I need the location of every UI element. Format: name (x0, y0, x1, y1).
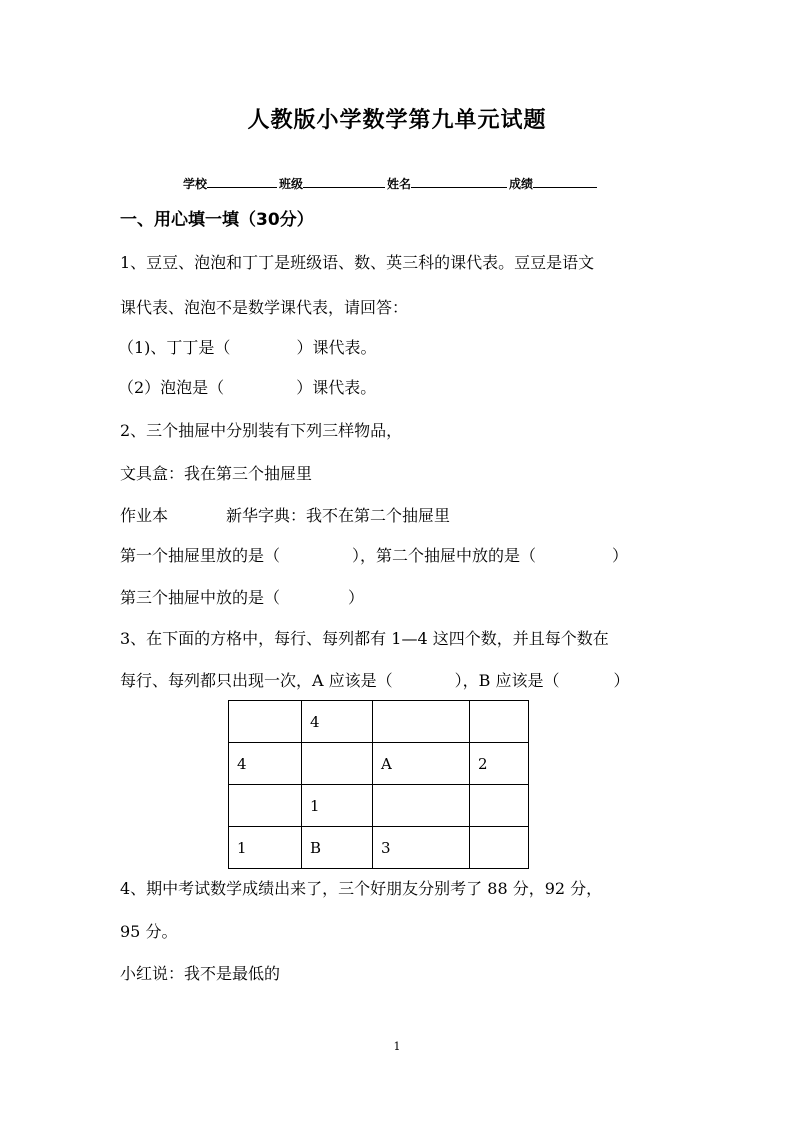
grid-row (229, 701, 529, 743)
page-number: 1 (393, 1040, 401, 1053)
name-blank[interactable] (411, 175, 507, 188)
score-blank[interactable] (533, 175, 597, 188)
score-label: 成绩 (509, 177, 534, 191)
q2-line4 (120, 546, 628, 566)
q1-sub2-suffix: ）课代表。 (296, 378, 377, 397)
grid-row (229, 785, 529, 827)
q1-sub1 (118, 338, 376, 358)
q3-line2 (120, 671, 630, 691)
q2-line4-part2: ），第二个抽屉中放的是（ (352, 546, 537, 565)
q3-line2-part2: ），B 应该是（ (454, 671, 560, 690)
grid-row (229, 827, 529, 869)
grid-cell: 2 (470, 743, 529, 785)
grid-cell (302, 743, 373, 785)
q3-line1: 3、在下面的方格中，每行、每列都有 1—4 这四个数，并且每个数在 (120, 629, 609, 648)
q4-line1: 4、期中考试数学成绩出来了，三个好朋友分别考了 88 分，92 分， (120, 879, 603, 898)
q1-line1: 1、豆豆、泡泡和丁丁是班级语、数、英三科的课代表。豆豆是语文 (120, 253, 595, 272)
grid-cell (373, 785, 470, 827)
q3-line2-part1: 每行、每列都只出现一次，A 应该是（ (120, 671, 393, 690)
q1-line2: 课代表、泡泡不是数学课代表，请回答： (120, 298, 409, 317)
number-grid (228, 700, 529, 869)
q2-line4-part3: ） (612, 546, 629, 565)
q1-sub1-suffix: ）课代表。 (296, 338, 377, 357)
school-blank[interactable] (207, 175, 277, 188)
q1-sub2 (118, 378, 376, 398)
grid-cell (470, 827, 529, 869)
grid-cell (373, 701, 470, 743)
section-heading: 一、用心填一填（30分） (120, 210, 314, 230)
grid-cell: 3 (373, 827, 470, 869)
q2-line5-part2: ） (348, 588, 365, 607)
q2-line4-part1: 第一个抽屉里放的是（ (120, 546, 281, 565)
grid-cell (470, 785, 529, 827)
grid-cell: 1 (229, 827, 302, 869)
q4-line3: 小红说：我不是最低的 (120, 964, 281, 983)
q2-line3-item: 作业本 (120, 506, 169, 525)
class-blank[interactable] (303, 175, 385, 188)
grid-cell (229, 701, 302, 743)
student-info-line (183, 175, 599, 192)
grid-cell: B (302, 827, 373, 869)
q2-line5 (120, 588, 364, 608)
q1-sub2-prefix: （2）泡泡是（ (118, 378, 225, 397)
q2-line2: 文具盒：我在第三个抽屉里 (120, 464, 313, 483)
grid-cell: 1 (302, 785, 373, 827)
grid-cell: A (373, 743, 470, 785)
grid-cell: 4 (302, 701, 373, 743)
q3-line2-part3: ） (613, 671, 630, 690)
q2-line1: 2、三个抽屉中分别装有下列三样物品， (120, 421, 403, 440)
class-label: 班级 (279, 177, 304, 191)
grid-cell (229, 785, 302, 827)
name-label: 姓名 (387, 177, 412, 191)
q2-line3-statement: 新华字典：我不在第二个抽屉里 (226, 506, 451, 525)
school-label: 学校 (183, 177, 208, 191)
q2-line5-part1: 第三个抽屉中放的是（ (120, 588, 281, 607)
grid-row (229, 743, 529, 785)
grid-cell (470, 701, 529, 743)
q4-line2: 95 分。 (120, 922, 178, 941)
grid-cell: 4 (229, 743, 302, 785)
q1-sub1-prefix: （1)、丁丁是（ (118, 338, 231, 357)
q2-line3 (120, 506, 450, 526)
page-title: 人教版小学数学第九单元试题 (247, 108, 547, 133)
